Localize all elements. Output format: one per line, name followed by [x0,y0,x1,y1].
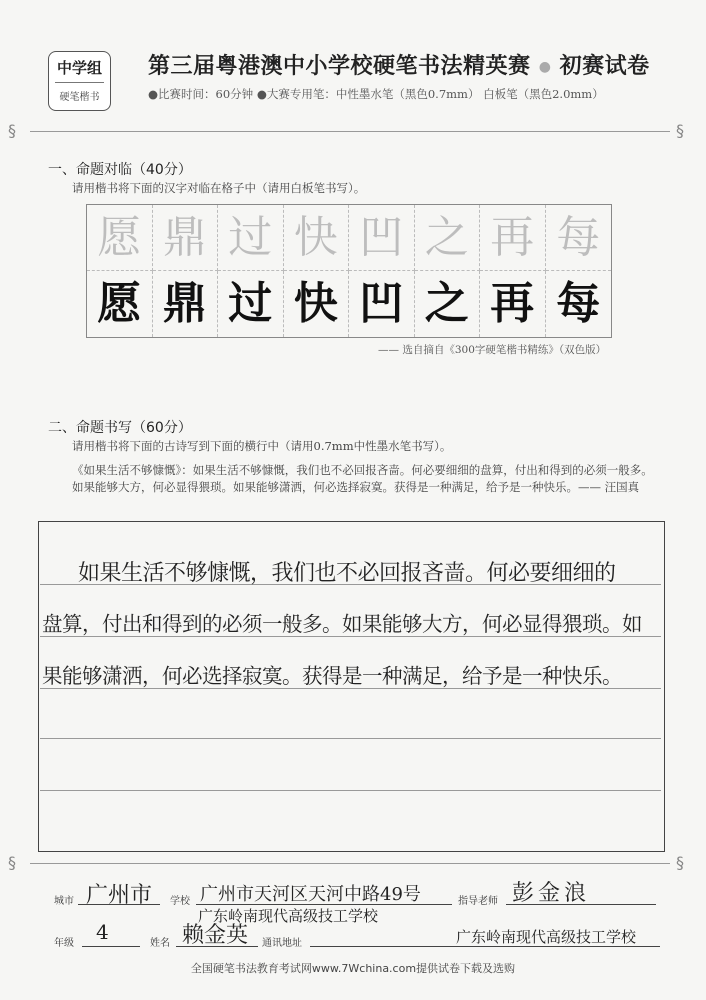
copy-cell[interactable] [218,271,284,337]
title-main: 第三届粤港澳中小学校硬笔书法精英赛 [148,54,531,79]
section1-title: 一、命题对临（40分） [48,162,192,178]
city-label: 城市 [54,896,74,907]
copied-character: 再 [490,278,535,329]
badge-category: 中学组 [56,59,102,77]
model-character: 过 [228,211,273,263]
address-label: 通讯地址 [262,938,302,949]
copied-character: 快 [293,278,338,329]
copy-grid [86,204,612,338]
copy-cell[interactable] [415,271,481,337]
scroll-ornament-icon: § [8,121,16,140]
model-cell [480,205,546,271]
teacher-underline [506,904,656,905]
section1-instruction: 请用楷书将下面的汉字对临在格子中（请用白板笔书写）。 [72,181,366,195]
header-divider [30,131,670,132]
city-value: 广州市 [86,883,153,908]
grade-label: 年级 [54,938,74,949]
model-cell [284,205,350,271]
copy-cell[interactable] [87,271,153,337]
bullet-icon: ● [538,59,552,75]
model-cell [87,205,153,271]
model-character: 凹 [359,211,404,263]
name-value: 赖金英 [182,923,249,948]
model-character: 之 [424,211,469,263]
copy-cell[interactable] [349,271,415,337]
model-character: 鼎 [162,211,207,263]
model-character: 愿 [97,211,142,263]
model-cell [415,205,481,271]
scroll-ornament-icon: § [676,853,684,872]
model-cell [153,205,219,271]
address-underline [310,946,660,947]
copied-character: 过 [228,278,273,329]
copy-cell[interactable] [284,271,350,337]
footer-divider [30,863,670,864]
page-subtitle: ●比赛时间：60分钟 ●大赛专用笔：中性墨水笔（黑色0.7mm） 白板笔（黑色2.0mm） [148,87,604,101]
model-cell [218,205,284,271]
teacher-label: 指导老师 [458,896,498,907]
copy-cell[interactable] [480,271,546,337]
name-underline [176,946,258,947]
model-character: 快 [293,211,338,263]
title-suffix: 初赛试卷 [559,54,650,79]
school-value-continued: 广东岭南现代高级技工学校 [198,907,379,925]
grade-value: 4 [96,920,109,944]
teacher-value: 彭金浪 [512,881,591,906]
page-title [148,49,650,80]
handwritten-line: 如果生活不够慷慨，我们也不必回报吝啬。何必要细细的 [78,561,616,586]
grade-underline [82,946,140,947]
copied-character: 之 [424,278,469,329]
school-value: 广州市天河区天河中路49号 [200,884,421,905]
copied-character: 凹 [359,278,404,329]
category-badge [48,51,111,111]
writing-line [40,790,661,791]
copy-cell[interactable] [546,271,612,337]
handwritten-line: 果能够潇洒，何必选择寂寞。获得是一种满足，给予是一种快乐。 [42,664,622,688]
model-cell [349,205,415,271]
section2-title: 二、命题书写（60分） [48,420,192,436]
model-cell [546,205,612,271]
model-character: 再 [490,211,535,263]
copied-character: 愿 [97,278,142,329]
source-note: —— 选自摘自《300字硬笔楷书精练》（双色版） [378,344,607,356]
copied-character: 每 [556,278,601,329]
name-label: 姓名 [150,938,170,949]
address-value: 广东岭南现代高级技工学校 [456,928,637,946]
poem-text: 《如果生活不够慷慨》：如果生活不够慷慨，我们也不必回报吝啬。何必要细细的盘算，付出和得到的必须一般多。如果能够大方，何必显得猥琐。如果能够潇洒，何必选择寂寞。获得是一种满足，给予是一种快乐。—— 汪国真 [72,463,653,494]
school-label: 学校 [170,896,190,907]
section2-instruction: 请用楷书将下面的古诗写到下面的横行中（请用0.7mm中性墨水笔书写）。 [72,439,452,453]
copy-cell[interactable] [153,271,219,337]
copied-character: 鼎 [162,278,207,329]
city-underline [78,904,160,905]
handwritten-line: 盘算，付出和得到的必须一般多。如果能够大方，何必显得猥琐。如 [42,612,642,636]
footer-note: 全国硬笔书法教育考试网www.7Wchina.com提供试卷下载及选购 [190,962,516,975]
scroll-ornament-icon: § [676,121,684,140]
model-character: 每 [556,211,601,263]
scroll-ornament-icon: § [8,853,16,872]
badge-divider [55,82,104,83]
writing-line [40,738,661,739]
badge-style: 硬笔楷书 [59,92,100,103]
